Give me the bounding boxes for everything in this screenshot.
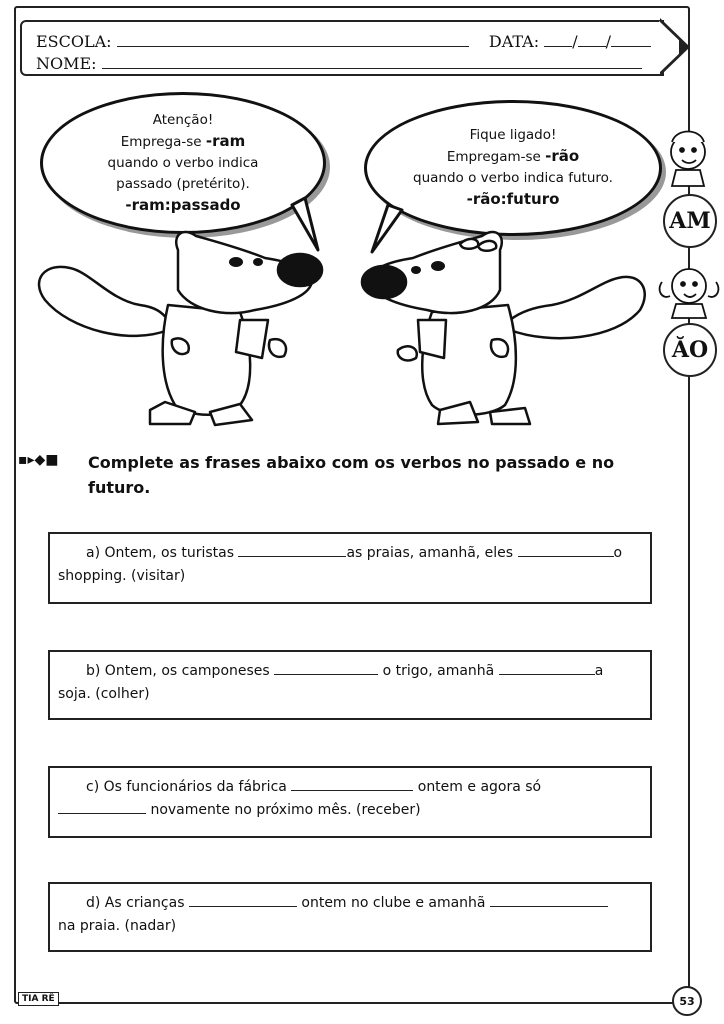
exercise-d-blank-1[interactable] — [189, 893, 297, 907]
exercise-b-part3: a — [594, 663, 604, 679]
exercise-d-blank-2[interactable] — [490, 893, 608, 907]
header-form: ESCOLA: DATA: / / NOME: — [20, 20, 664, 76]
exercise-d-part4: na praia. (nadar) — [58, 918, 177, 934]
bubble-right-line1: Fique ligado! — [469, 127, 557, 143]
badge-am: AM — [663, 194, 717, 248]
bubble-right-suffix: -rão — [545, 147, 580, 165]
exercise-d-part2: ontem no clube e amanhã — [296, 895, 490, 911]
exercise-a — [48, 532, 652, 604]
bubble-right-line3: quando o verbo indica futuro. — [413, 170, 613, 186]
escola-label: ESCOLA: — [36, 32, 112, 51]
exercise-d-part1: d) As crianças — [86, 895, 189, 911]
exercise-a-part1: a) Ontem, os turistas — [86, 545, 239, 561]
exercise-c-part2: ontem e agora só — [413, 779, 542, 795]
exercise-c-blank-2[interactable] — [58, 800, 146, 814]
exercise-a-blank-2[interactable] — [518, 543, 614, 557]
exercise-d — [48, 882, 652, 952]
exercise-a-part2: as praias, amanhã, eles — [346, 545, 518, 561]
bubble-left-rule: -ram:passado — [125, 195, 241, 214]
exercise-c — [48, 766, 652, 838]
bubble-right-rule: -rão:futuro — [466, 190, 560, 208]
exercise-c-part1: c) Os funcionários da fábrica — [86, 779, 292, 795]
exercise-a-part4: shopping. (visitar) — [58, 568, 186, 584]
arrow-bullet-icon: ▪▸◆■ — [18, 452, 59, 468]
bubble-left-line3: quando o verbo indica — [107, 154, 259, 171]
page-number: 53 — [672, 986, 702, 1016]
exercise-b — [48, 650, 652, 720]
publisher-logo: TIA RÊ — [18, 992, 59, 1006]
exercise-c-blank-1[interactable] — [291, 777, 413, 791]
exercise-b-part2: o trigo, amanhã — [378, 663, 499, 679]
exercise-b-part4: soja. (colher) — [58, 686, 150, 702]
exercise-b-blank-2[interactable] — [499, 661, 595, 675]
bubble-left-suffix: -ram — [205, 131, 246, 150]
exercise-c-part4: novamente no próximo mês. (receber) — [146, 802, 421, 818]
bubble-left-line4: passado (pretérito). — [116, 175, 250, 192]
bubble-left-line1: Atenção! — [152, 111, 214, 128]
instruction-text: Complete as frases abaixo com os verbos no passado e no futuro. — [88, 453, 615, 497]
exercise-a-part3: o — [613, 545, 623, 561]
exercise-a-blank-1[interactable] — [238, 543, 346, 557]
data-label: DATA: — [488, 32, 540, 51]
bubble-left-line2: Emprega-se — [120, 133, 206, 150]
nome-label: NOME: — [36, 54, 97, 73]
exercise-b-part1: b) Ontem, os camponeses — [86, 663, 275, 679]
exercise-b-blank-1[interactable] — [274, 661, 378, 675]
badge-ao: ĂO — [663, 323, 717, 377]
bubble-right-line2: Empregam-se — [446, 149, 546, 165]
